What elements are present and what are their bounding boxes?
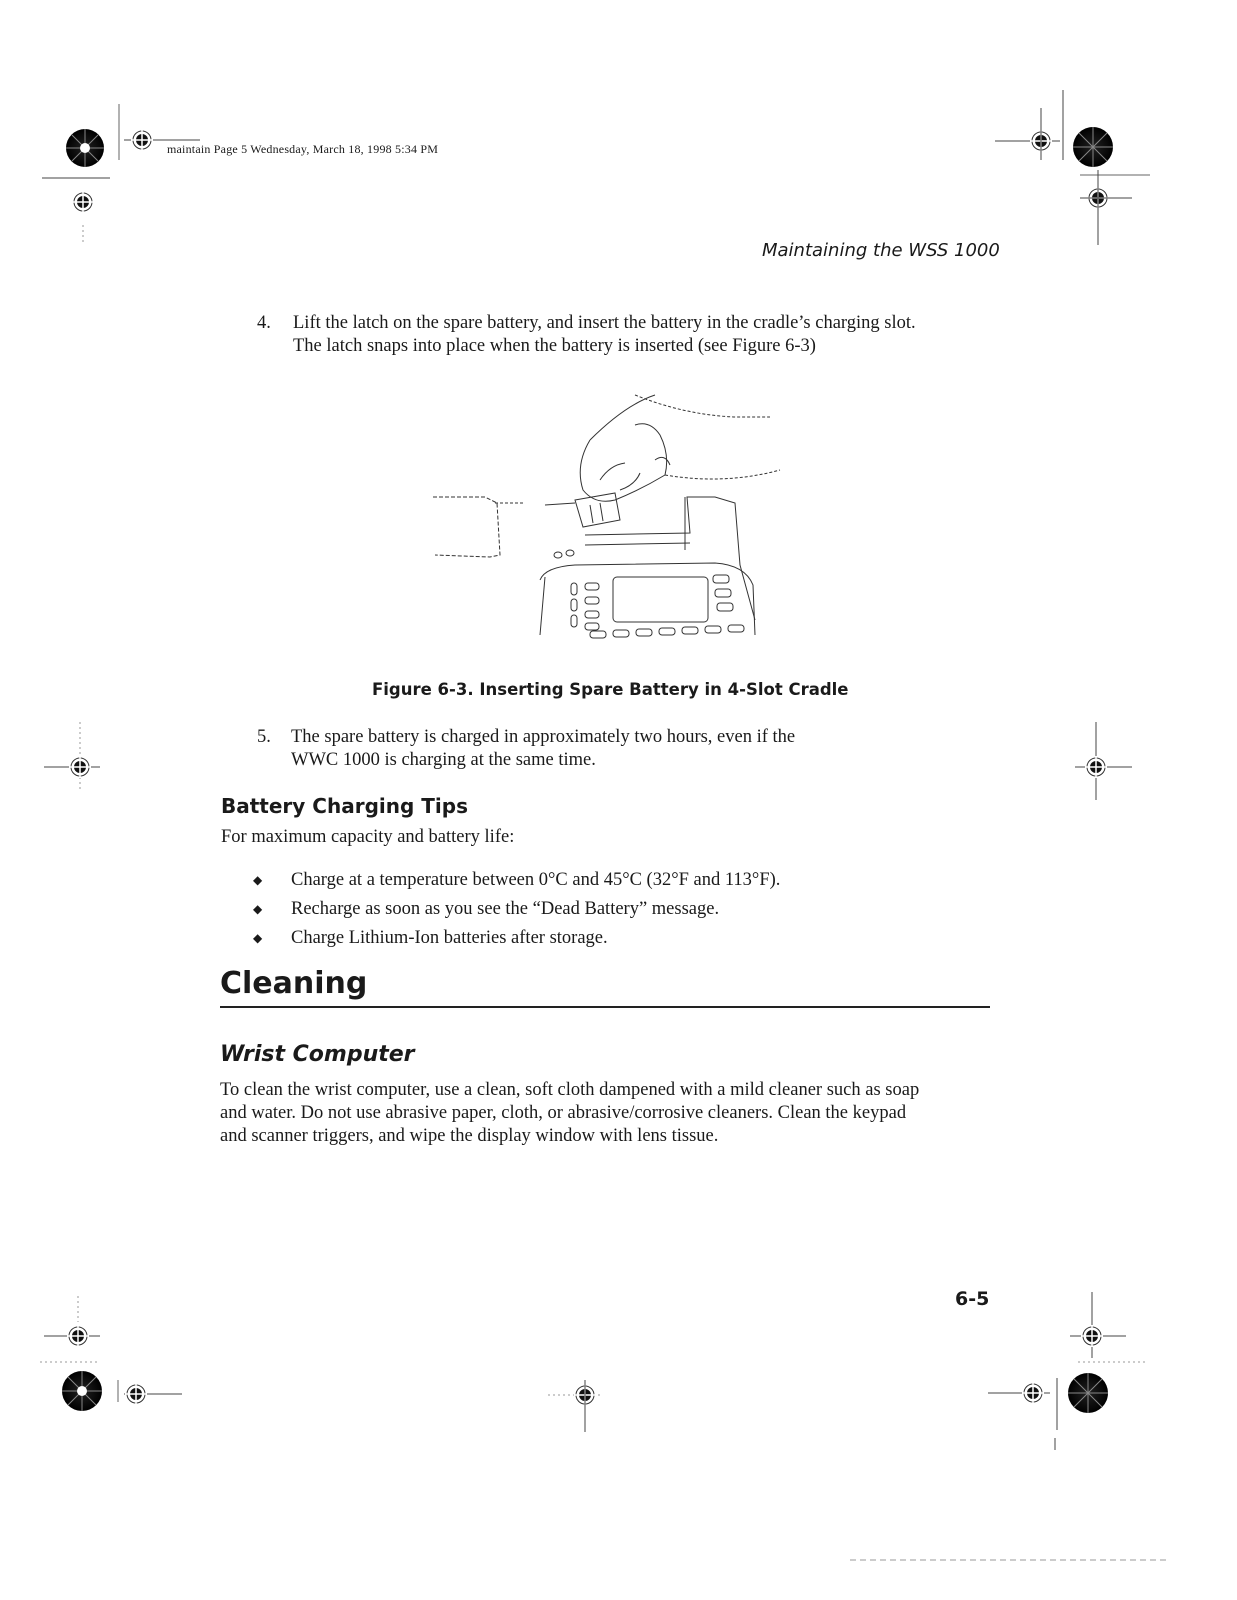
starburst-icon — [1073, 127, 1113, 167]
step-number: 5. — [257, 727, 271, 747]
section-heading: Cleaning — [220, 966, 368, 1001]
step-line: WWC 1000 is charging at the same time. — [291, 750, 596, 770]
figure-caption: Figure 6-3. Inserting Spare Battery in 4-Slot Cradle — [372, 680, 849, 699]
step-line: The spare battery is charged in approximately two hours, even if the — [291, 727, 796, 747]
running-head: Maintaining the WSS 1000 — [762, 240, 1000, 261]
page-number: 6-5 — [955, 1288, 990, 1310]
tips-heading: Battery Charging Tips — [221, 794, 468, 818]
bullet-icon: ◆ — [253, 902, 263, 916]
starburst-icon — [66, 129, 104, 167]
step-number: 4. — [257, 313, 271, 333]
figure-illustration — [425, 385, 795, 645]
slug-line: maintain Page 5 Wednesday, March 18, 1998 5:34 PM — [167, 142, 439, 156]
subsection-heading: Wrist Computer — [220, 1042, 415, 1067]
step-line: Lift the latch on the spare battery, and insert the battery in the cradle’s charging slot. — [293, 313, 916, 333]
starburst-icon — [1068, 1373, 1108, 1413]
tips-intro: For maximum capacity and battery life: — [221, 827, 515, 847]
bullet-icon: ◆ — [253, 873, 263, 887]
starburst-icon — [62, 1371, 102, 1411]
bullet-icon: ◆ — [253, 931, 263, 945]
section-rule — [220, 1006, 990, 1008]
cleaning-paragraph — [220, 1079, 995, 1148]
step-5 — [257, 726, 957, 774]
paragraph-line: and water. Do not use abrasive paper, cloth, or abrasive/corrosive cleaners. Clean the keypad — [220, 1103, 907, 1123]
paragraph-line: and scanner triggers, and wipe the display window with lens tissue. — [220, 1126, 719, 1146]
paragraph-line: To clean the wrist computer, use a clean, soft cloth dampened with a mild cleaner such as soap — [220, 1080, 920, 1100]
step-4 — [257, 312, 997, 360]
step-line: The latch snaps into place when the battery is inserted (see Figure 6-3) — [293, 336, 816, 356]
